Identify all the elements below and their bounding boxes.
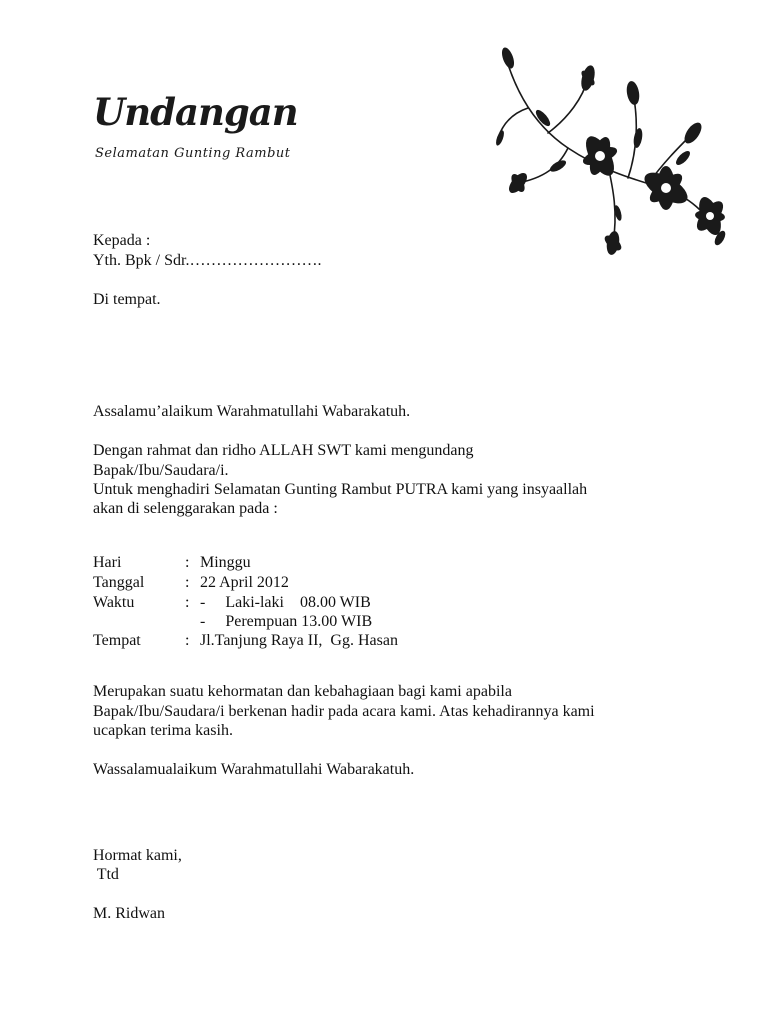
signature-ttd: Ttd (93, 866, 119, 883)
detail-label-tanggal: Tanggal (93, 574, 145, 591)
detail-value-tanggal: 22 April 2012 (200, 574, 289, 591)
detail-value-hari: Minggu (200, 554, 251, 571)
detail-colon: : (185, 594, 190, 611)
detail-label-waktu: Waktu (93, 594, 135, 611)
detail-value-waktu-1: - Laki-laki 08.00 WIB (200, 594, 371, 611)
page-subtitle: Selamatan Gunting Rambut (95, 146, 291, 161)
signature-regards: Hormat kami, (93, 847, 182, 864)
closing-line: ucapkan terima kasih. (93, 722, 233, 739)
floral-ornament-icon (488, 38, 748, 278)
recipient-label: Kepada : (93, 232, 151, 249)
detail-value-waktu-2: - Perempuan 13.00 WIB (200, 613, 373, 630)
greeting: Assalamu’alaikum Warahmatullahi Wabarakatuh. (93, 403, 411, 420)
page-title: Undangan (93, 90, 298, 134)
intro-line: Untuk menghadiri Selamatan Gunting Rambut PUTRA kami yang insyaallah (93, 481, 588, 498)
detail-value-tempat: Jl.Tanjung Raya II, Gg. Hasan (200, 632, 398, 649)
recipient-name: Yth. Bpk / Sdr.……………………. (93, 252, 322, 269)
detail-colon: : (185, 574, 190, 591)
detail-label-tempat: Tempat (93, 632, 141, 649)
signature-name: M. Ridwan (93, 905, 165, 922)
farewell: Wassalamualaikum Warahmatullahi Wabarakatuh. (93, 761, 415, 778)
recipient-place: Di tempat. (93, 291, 161, 308)
closing-line: Bapak/Ibu/Saudara/i berkenan hadir pada acara kami. Atas kehadirannya kami (93, 703, 595, 720)
detail-label-hari: Hari (93, 554, 122, 571)
closing-line: Merupakan suatu kehormatan dan kebahagiaan bagi kami apabila (93, 683, 512, 700)
intro-line: Dengan rahmat dan ridho ALLAH SWT kami mengundang (93, 442, 474, 459)
intro-line: akan di selenggarakan pada : (93, 500, 278, 517)
detail-colon: : (185, 554, 190, 571)
detail-colon: : (185, 632, 190, 649)
intro-line: Bapak/Ibu/Saudara/i. (93, 462, 229, 479)
